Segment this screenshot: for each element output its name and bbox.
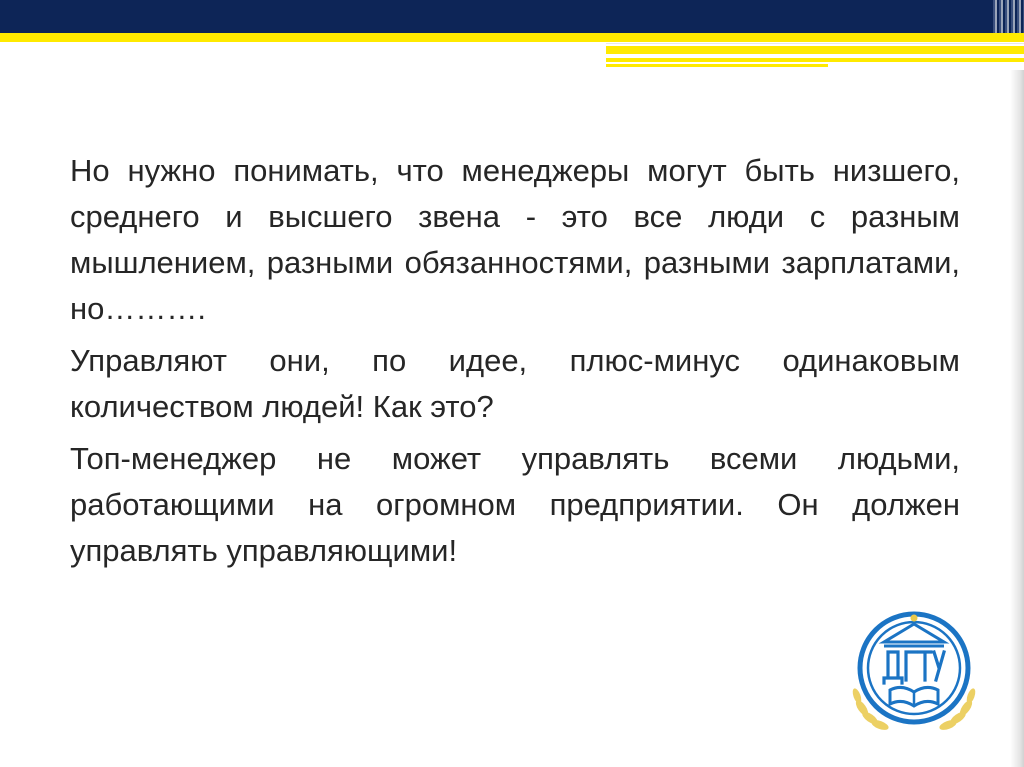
university-emblem-icon bbox=[848, 604, 980, 736]
header-edge-stripes bbox=[993, 0, 1024, 33]
header-navy-bar bbox=[0, 0, 1024, 33]
header-yellow-bar bbox=[0, 33, 1024, 42]
paragraph-3: Топ-менеджер не может управлять всеми людьми, работающими на огромном предприятии. Он должен управлять управляющими! bbox=[70, 441, 960, 568]
paragraph-2: Управляют они, по идее, плюс-минус одинаковым количеством людей! Как это? bbox=[70, 343, 960, 424]
header-yellow-stripe bbox=[606, 46, 1024, 54]
slide-body bbox=[70, 148, 960, 580]
header-yellow-stripe-thin bbox=[606, 58, 1024, 62]
header-yellow-stripe-short bbox=[606, 64, 828, 67]
header-divider-line bbox=[606, 43, 1024, 44]
page-edge-shadow bbox=[1010, 70, 1024, 767]
paragraph-1: Но нужно понимать, что менеджеры могут быть низшего, среднего и высшего звена - это все люди с разным мышлением, разными обязанностями, разными зарплатами, но………. bbox=[70, 153, 960, 326]
